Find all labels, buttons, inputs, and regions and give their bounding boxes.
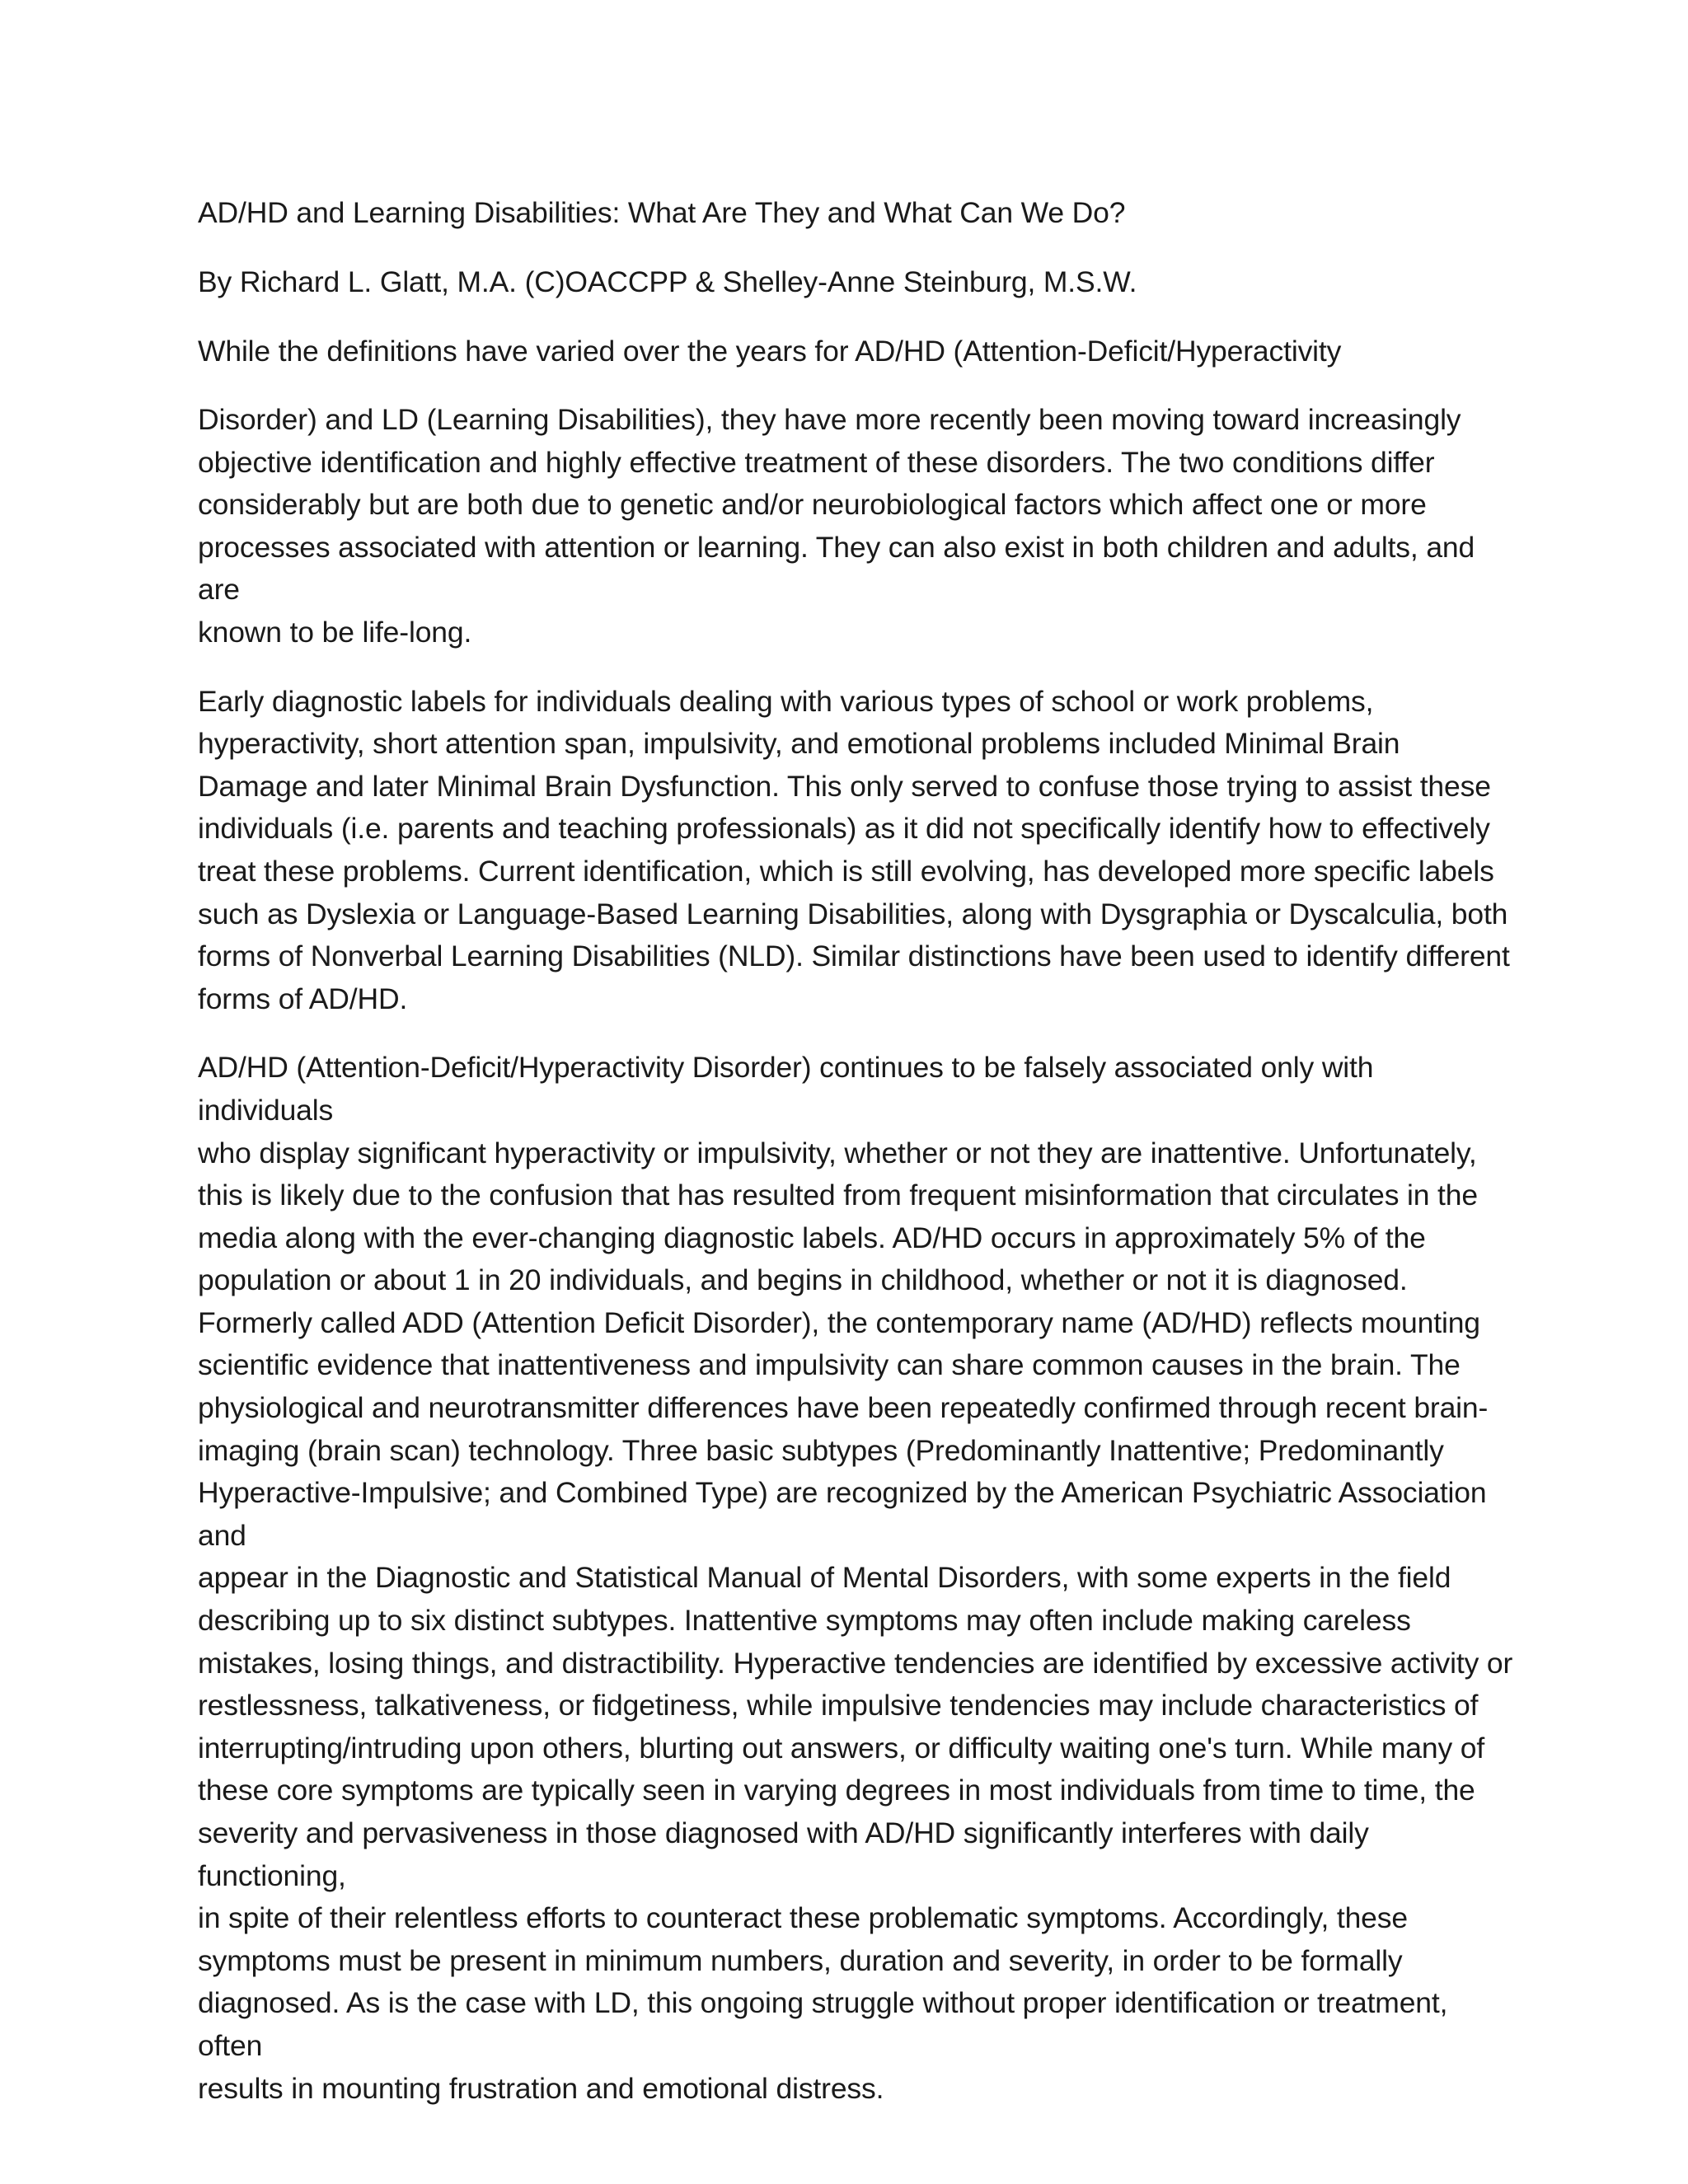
document-title: AD/HD and Learning Disabilities: What Are They and What Can We Do? [198, 196, 1126, 229]
intro-block [198, 330, 1517, 373]
title-block [198, 191, 1517, 234]
paragraph-definitions: Disorder) and LD (Learning Disabilities), they have more recently been moving toward increasingly objective identification and highly effective treatment of these disorders. The two conditions differ considerably but are both due to genetic and/or neurobiological factors which affect one or more processes associated with attention or learning. They can also exist in both children and adults, and are known to be life-long. [198, 403, 1475, 649]
document-page [198, 191, 1517, 2136]
byline: By Richard L. Glatt, M.A. (C)OACCPP & Shelley-Anne Steinburg, M.S.W. [198, 265, 1137, 298]
paragraph-diagnostic-labels: Early diagnostic labels for individuals dealing with various types of school or work problems, hyperactivity, short attention span, impulsivity, and emotional problems included Minimal Brain Damage and later Minimal Brain Dysfunction. This only served to confuse those trying to assist these individuals (i.e. parents and teaching professionals) as it did not specifically identify how to effectively treat these problems. Current identification, which is still evolving, has developed more specific labels such as Dyslexia or Language-Based Learning Disabilities, along with Dysgraphia or Dyscalculia, both forms of Nonverbal Learning Disabilities (NLD). Similar distinctions have been used to identify different forms of AD/HD. [198, 684, 1510, 1015]
paragraph-adhd: AD/HD (Attention-Deficit/Hyperactivity Disorder) continues to be falsely associated only with individuals who display significant hyperactivity or impulsivity, whether or not they are inattentive. Unfortunately, this is likely due to the confusion that has resulted from frequent misinformation that circulates in the media along with the ever-changing diagnostic labels. AD/HD occurs in approximately 5% of the population or about 1 in 20 individuals, and begins in childhood, whether or not it is diagnosed. Formerly called ADD (Attention Deficit Disorder), the contemporary name (AD/HD) reflects mounting scientific evidence that inattentiveness and impulsivity can share common causes in the brain. The physiological and neurotransmitter differences have been repeatedly confirmed through recent brain- imaging (brain scan) technology. Three basic subtypes (Predominantly Inattentive; Predominantly Hyperactive-Impulsive; and Combined Type) are recognized by the American Psychiatric Association and appear in the Diagnostic and Statistical Manual of Mental Disorders, with some experts in the field describing up to six distinct subtypes. Inattentive symptoms may often include making careless mistakes, losing things, and distractibility. Hyperactive tendencies are identified by excessive activity or restlessness, talkativeness, or fidgetiness, while impulsive tendencies may include characteristics of interrupting/intruding upon others, blurting out answers, or difficulty waiting one's turn. While many of these core symptoms are typically seen in varying degrees in most individuals from time to time, the severity and pervasiveness in those diagnosed with AD/HD significantly interferes with daily functioning, in spite of their relentless efforts to counteract these problematic symptoms. Accordingly, these symptoms must be present in minimum numbers, duration and severity, in order to be formally diagnosed. As is the case with LD, this ongoing struggle without proper identification or treatment, often results in mounting frustration and emotional distress. [198, 1051, 1513, 2105]
byline-block [198, 260, 1517, 303]
intro-line: While the definitions have varied over the years for AD/HD (Attention-Deficit/Hyperactivity [198, 335, 1342, 368]
